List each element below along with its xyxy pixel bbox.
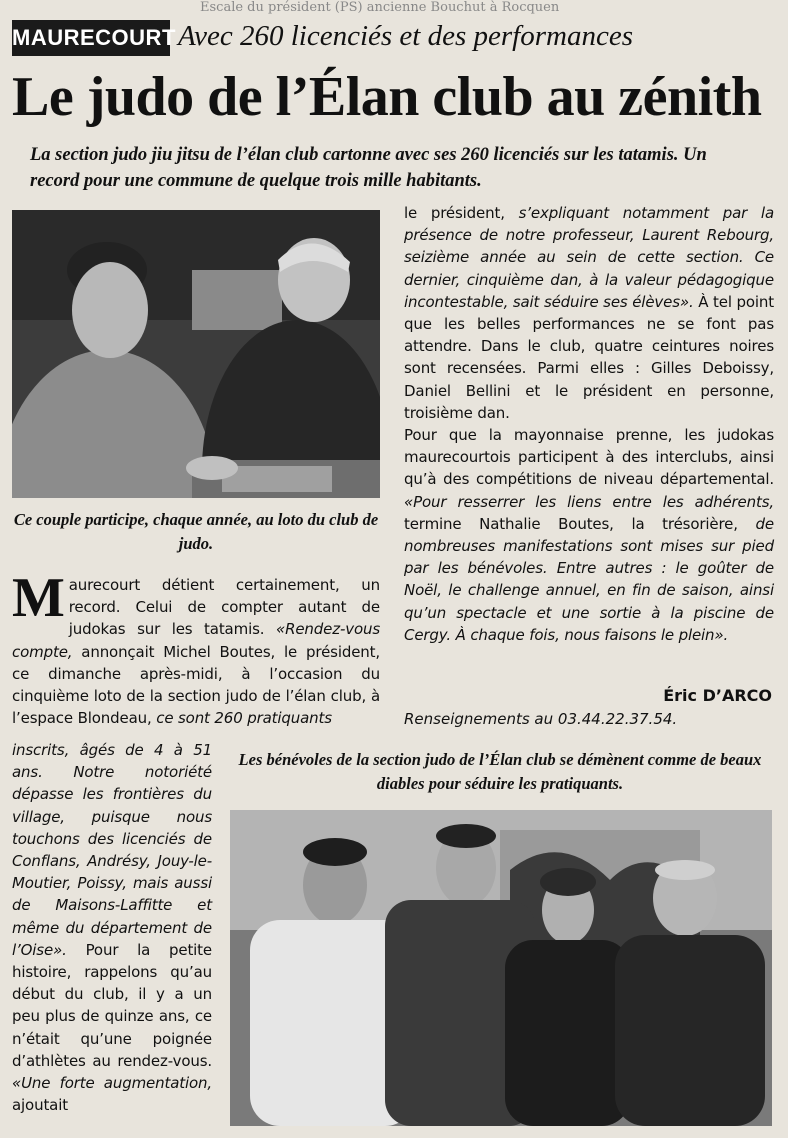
- body-quote: de nombreuses manifestations sont mises sur pied par les bénévoles. Entre autres : le goûter de Noël, le challenge annuel, en fin de saison, ainsi qu’un spectacle et une sortie à la piscine de Cergy. À chaque fois, nous faisons le plein».: [404, 514, 774, 644]
- body-quote: s’expliquant notamment par la présence de notre professeur, Laurent Rebourg, seizième année au sein de cette section. Ce dernier, cinquième dan, à la valeur pédagogique incontestable, sait séduire ses élèves».: [404, 204, 774, 311]
- body-text-segment: À tel point que les belles performances ne se font pas attendre. Dans le club, quatre ceintures noires sont recensées. Parmi elles : Gilles Deboissy, Daniel Bellini et le président en personne, troisième dan.: [404, 292, 774, 422]
- volunteers-photo: [230, 810, 772, 1126]
- body-left-top: [12, 567, 380, 729]
- body-quote: «Rendez-vous compte,: [12, 620, 380, 661]
- adjacent-article-overprint: Escale du président (PS) ancienne Bouchut à Rocquen: [200, 0, 560, 15]
- body-text-segment: Pour que la mayonnaise prenne, les judokas maurecourtois participent à des interclubs, ainsi qu’à des compétitions de niveau départemental.: [404, 426, 774, 489]
- body-quote: inscrits, âgés de 4 à 51 ans. Notre notoriété dépasse les frontières du village, puisque nous touchons des licenciés de Conflans, Andrésy, Jouy-le-Moutier, Poissy, mais aussi de Maisons-Laffitte et même du département de l’Oise».: [12, 741, 212, 959]
- body-text-segment: le président,: [404, 204, 519, 222]
- lead-paragraph: La section judo jiu jitsu de l’élan club cartonne avec ses 260 licenciés sur les tatamis. Un record pour une commune de quelque trois mille habitants.: [30, 145, 707, 191]
- photo1-caption: Ce couple participe, chaque année, au loto du club de judo.: [13, 510, 379, 553]
- photo2-caption: Les bénévoles de la section judo de l’Élan club se démènent comme de beaux diables pour séduire les pratiquants.: [238, 750, 762, 793]
- body-quote: «Pour resserrer les liens entre les adhérents,: [404, 492, 774, 511]
- body-quote: ce sont 260 pratiquants: [156, 709, 332, 728]
- body-right: [404, 202, 774, 646]
- headline: Le judo de l’Élan club au zénith: [12, 66, 762, 128]
- body-left-narrow: [12, 739, 212, 1116]
- body-text-segment: Pour la petite histoire, rappelons qu’au début du club, il y a un peu plus de quinze ans, ce n’était qu’une poignée d’athlètes au rendez-vous.: [12, 940, 212, 1070]
- kicker: Avec 260 licenciés et des performances: [178, 20, 633, 52]
- author-signature: Éric D’ARCO: [663, 686, 772, 705]
- body-paragraph: [404, 202, 774, 424]
- couple-photo: [12, 210, 380, 498]
- body-text-segment: annonçait Michel Boutes, le président, ce dimanche après-midi, à l’occasion du cinquième loto de la section judo de l’élan club, à l’espace Blondeau,: [12, 642, 380, 728]
- body-text-segment: termine Nathalie Boutes, la trésorière,: [404, 514, 756, 533]
- body-paragraph: [404, 424, 774, 646]
- body-quote: «Une forte augmentation,: [12, 1074, 212, 1093]
- body-text-segment: ajoutait: [12, 1096, 68, 1115]
- body-text-segment: aurecourt détient certainement, un record. Celui de compter autant de judokas sur les tatamis.: [68, 576, 380, 639]
- section-tag: MAURECOURT: [12, 20, 170, 56]
- drop-cap: M: [12, 567, 65, 629]
- contact-info: Renseignements au 03.44.22.37.54.: [404, 710, 678, 728]
